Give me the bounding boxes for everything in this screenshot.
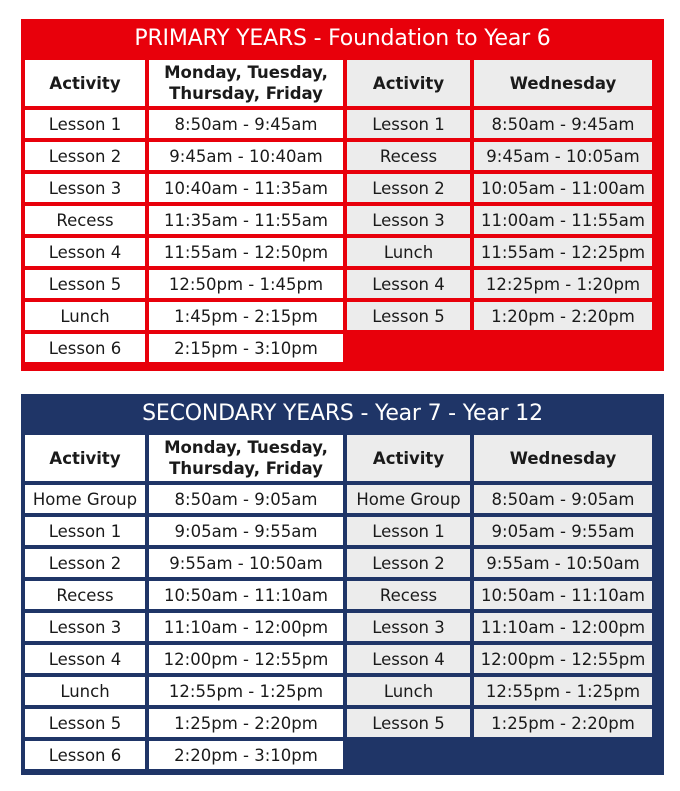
primary-title: PRIMARY YEARS - Foundation to Year 6 (134, 26, 551, 51)
table-row (23, 300, 654, 332)
table-row (23, 108, 654, 140)
activity-cell: Lesson 3 (23, 172, 147, 204)
time-cell: 9:55am - 10:50am (147, 547, 345, 579)
wednesday-time-cell: 11:55am - 12:25pm (472, 236, 654, 268)
wednesday-activity-cell: Lunch (345, 236, 472, 268)
time-cell: 12:50pm - 1:45pm (147, 268, 345, 300)
secondary-timetable (21, 394, 664, 775)
activity-header: Activity (23, 433, 147, 483)
table-row (23, 236, 654, 268)
wednesday-time-cell: 1:25pm - 2:20pm (472, 707, 654, 739)
time-cell: 10:40am - 11:35am (147, 172, 345, 204)
table-row (23, 547, 654, 579)
time-cell: 2:20pm - 3:10pm (147, 739, 345, 771)
wednesday-time-cell: 8:50am - 9:05am (472, 483, 654, 515)
activity-cell: Lunch (23, 300, 147, 332)
wednesday-activity-cell: Home Group (345, 483, 472, 515)
wednesday-time-cell: 8:50am - 9:45am (472, 108, 654, 140)
wednesday-time-cell: 12:25pm - 1:20pm (472, 268, 654, 300)
wednesday-time-cell: 12:00pm - 12:55pm (472, 643, 654, 675)
time-cell: 11:35am - 11:55am (147, 204, 345, 236)
wednesday-activity-cell: Lesson 5 (345, 707, 472, 739)
wednesday-time-cell: 11:00am - 11:55am (472, 204, 654, 236)
mtwf-header-line1: Monday, Tuesday, (164, 63, 328, 82)
primary-timetable (21, 19, 664, 371)
wednesday-time-cell: 1:20pm - 2:20pm (472, 300, 654, 332)
activity-cell: Lesson 1 (23, 515, 147, 547)
mtwf-header-line2: Thursday, Friday (169, 84, 323, 103)
activity-cell: Recess (23, 204, 147, 236)
activity-cell: Lesson 5 (23, 268, 147, 300)
mtwf-header-line1: Monday, Tuesday, (164, 438, 328, 457)
table-row (23, 675, 654, 707)
activity-cell: Lesson 3 (23, 611, 147, 643)
primary-header-row (23, 58, 654, 108)
table-row (23, 172, 654, 204)
mtwf-header (147, 58, 345, 108)
wednesday-time-cell: 10:05am - 11:00am (472, 172, 654, 204)
table-row (23, 611, 654, 643)
table-row (23, 515, 654, 547)
wednesday-time-cell: 9:55am - 10:50am (472, 547, 654, 579)
table-row (23, 707, 654, 739)
wednesday-activity-cell: Lunch (345, 675, 472, 707)
wednesday-activity-cell: Lesson 4 (345, 643, 472, 675)
activity-cell: Lesson 5 (23, 707, 147, 739)
activity-cell: Lesson 4 (23, 643, 147, 675)
wednesday-activity-cell: Lesson 3 (345, 611, 472, 643)
activity-cell: Lunch (23, 675, 147, 707)
time-cell: 2:15pm - 3:10pm (147, 332, 345, 364)
wednesday-time-cell: 9:45am - 10:05am (472, 140, 654, 172)
activity-cell: Lesson 6 (23, 332, 147, 364)
time-cell: 11:10am - 12:00pm (147, 611, 345, 643)
table-row (23, 643, 654, 675)
wednesday-time-cell: 11:10am - 12:00pm (472, 611, 654, 643)
table-row (23, 204, 654, 236)
wednesday-activity-cell: Recess (345, 140, 472, 172)
wednesday-time-cell: 10:50am - 11:10am (472, 579, 654, 611)
time-cell: 10:50am - 11:10am (147, 579, 345, 611)
table-row (23, 140, 654, 172)
empty-cell (345, 332, 654, 364)
wednesday-activity-cell: Lesson 1 (345, 515, 472, 547)
time-cell: 1:45pm - 2:15pm (147, 300, 345, 332)
wednesday-activity-header: Activity (345, 433, 472, 483)
activity-cell: Home Group (23, 483, 147, 515)
time-cell: 12:55pm - 1:25pm (147, 675, 345, 707)
time-cell: 8:50am - 9:05am (147, 483, 345, 515)
activity-cell: Lesson 4 (23, 236, 147, 268)
wednesday-activity-cell: Lesson 3 (345, 204, 472, 236)
time-cell: 9:45am - 10:40am (147, 140, 345, 172)
time-cell: 1:25pm - 2:20pm (147, 707, 345, 739)
table-row (23, 579, 654, 611)
wednesday-activity-cell: Lesson 4 (345, 268, 472, 300)
wednesday-activity-cell: Lesson 1 (345, 108, 472, 140)
activity-cell: Lesson 2 (23, 547, 147, 579)
activity-cell: Lesson 1 (23, 108, 147, 140)
wednesday-activity-cell: Lesson 2 (345, 172, 472, 204)
wednesday-time-cell: 9:05am - 9:55am (472, 515, 654, 547)
wednesday-activity-cell: Lesson 5 (345, 300, 472, 332)
table-row (23, 268, 654, 300)
wednesday-time-cell: 12:55pm - 1:25pm (472, 675, 654, 707)
table-row (23, 739, 654, 771)
wednesday-header: Wednesday (472, 433, 654, 483)
activity-header: Activity (23, 58, 147, 108)
mtwf-header (147, 433, 345, 483)
primary-table (23, 58, 654, 364)
time-cell: 12:00pm - 12:55pm (147, 643, 345, 675)
activity-cell: Lesson 6 (23, 739, 147, 771)
time-cell: 11:55am - 12:50pm (147, 236, 345, 268)
wednesday-activity-header: Activity (345, 58, 472, 108)
activity-cell: Lesson 2 (23, 140, 147, 172)
wednesday-header: Wednesday (472, 58, 654, 108)
wednesday-activity-cell: Recess (345, 579, 472, 611)
time-cell: 9:05am - 9:55am (147, 515, 345, 547)
activity-cell: Recess (23, 579, 147, 611)
secondary-header-row (23, 433, 654, 483)
time-cell: 8:50am - 9:45am (147, 108, 345, 140)
wednesday-activity-cell: Lesson 2 (345, 547, 472, 579)
secondary-table (23, 433, 654, 771)
table-row (23, 483, 654, 515)
table-row (23, 332, 654, 364)
empty-cell (345, 739, 654, 771)
mtwf-header-line2: Thursday, Friday (169, 459, 323, 478)
secondary-title: SECONDARY YEARS - Year 7 - Year 12 (142, 401, 543, 426)
